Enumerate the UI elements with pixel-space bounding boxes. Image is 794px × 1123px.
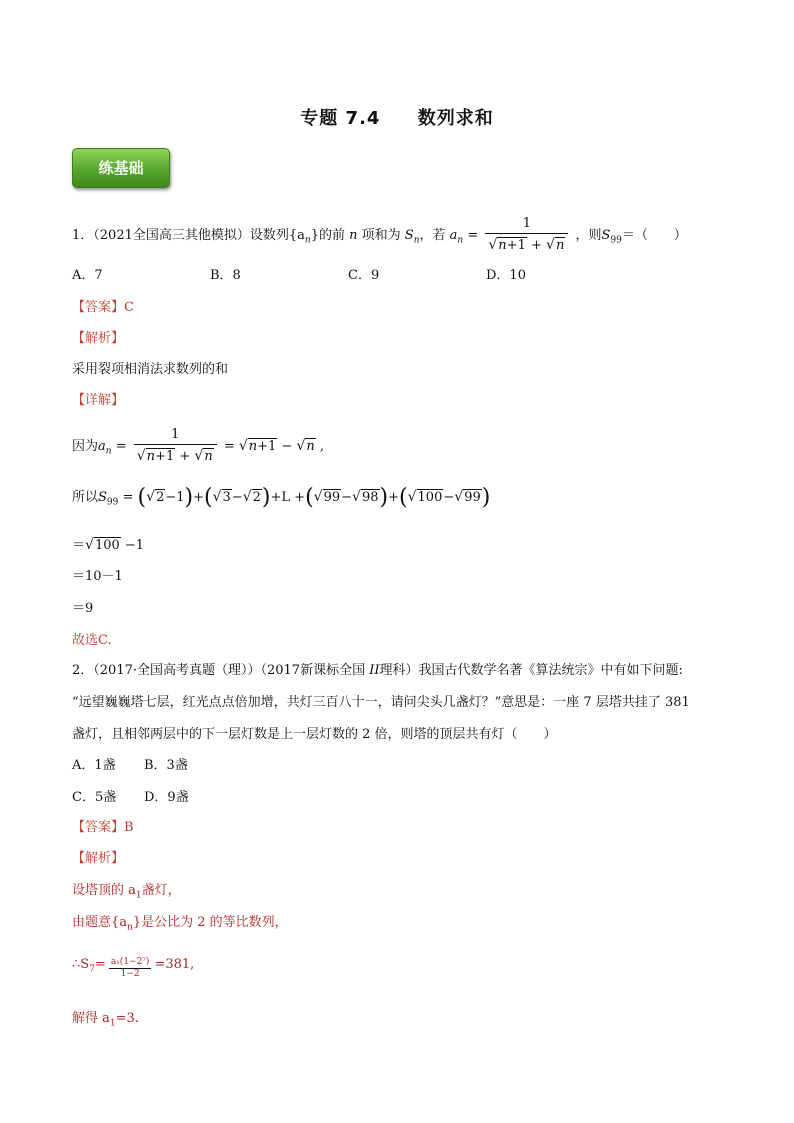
option-a: A．7 — [72, 268, 103, 283]
fraction-an: $\frac{1}{√n+1 + √n}$ — [485, 215, 568, 256]
question-1-step1: ＝√100 −1 — [72, 537, 145, 553]
question-2-step1: 设塔顶的 $a_1$盏灯， — [72, 883, 181, 901]
question-1-because: 因为$a_n$ = $\frac{1}{√n+1 + √n}$ = √n+1 − √n , — [72, 427, 325, 464]
option-a: A．1盏 — [72, 758, 116, 773]
question-2-options-row1 — [72, 756, 188, 776]
fraction-s7: $\frac{\text{a₁(1−2⁷)}}{1-2}$ — [110, 956, 150, 979]
question-1-answer: 【答案】C — [72, 300, 134, 315]
option-d: D．10 — [486, 268, 526, 283]
option-b: B．3盏 — [144, 758, 188, 773]
option-c: C．5盏 — [72, 790, 117, 805]
question-1-step3: ＝9 — [72, 601, 94, 616]
question-2-options-row2 — [72, 788, 189, 808]
question-1-choose: 故选C. — [72, 633, 112, 648]
option-c: C．9 — [348, 268, 380, 283]
question-1-detail-label: 【详解】 — [72, 393, 125, 408]
question-1-options — [72, 266, 526, 286]
question-2-line3: 盏灯，且相邻两层中的下一层灯数是上一层灯数的 2 倍，则塔的顶层共有灯（ ） — [72, 727, 557, 742]
question-2-line2: “远望巍巍塔七层，红光点点倍加增，共灯三百八十一，请问尖头几盏灯？”意思是：一座 7 层塔共挂了 381 — [72, 695, 690, 710]
option-b: B．8 — [210, 268, 241, 283]
question-2-step3: $\therefore S_7=$ $\frac{\text{a₁(1−2⁷)}}{1-2}$ =381, — [72, 956, 195, 979]
section-badge: 练基础 — [72, 148, 170, 188]
question-1-analysis-label: 【解析】 — [72, 331, 125, 346]
question-1-analysis: 采用裂项相消法求数列的和 — [72, 362, 229, 377]
page-title: 专题 7.4 数列求和 — [300, 108, 494, 129]
option-d: D．9盏 — [144, 790, 189, 805]
question-2-step4: 解得 $a_1=3$. — [72, 1011, 139, 1029]
question-2-answer: 【答案】B — [72, 820, 134, 835]
question-2-analysis-label: 【解析】 — [72, 851, 125, 866]
question-1-step2: ＝10－1 — [72, 569, 123, 584]
question-1-stem: 1．（2021全国高三其他模拟）设数列$\{a_n\}$的前 n 项和为 $S_n$，若 $a_n$ = $\frac{1}{√n+1 + √n}$ ，则$S_{99}=$（ ） — [72, 215, 687, 256]
question-2-line1: 2．（2017·全国高考真题（理））（2017新课标全国 II理科）我国古代数学名著《算法统宗》中有如下问题: — [72, 663, 683, 678]
question-2-step2: 由题意$\{a_n\}$是公比为 2 的等比数列， — [72, 915, 288, 933]
question-1-sum: 所以$S_{99} = (√2-1)+(√3-√2)+L +(√99-√98)+(√100-√99)$ — [72, 485, 491, 510]
